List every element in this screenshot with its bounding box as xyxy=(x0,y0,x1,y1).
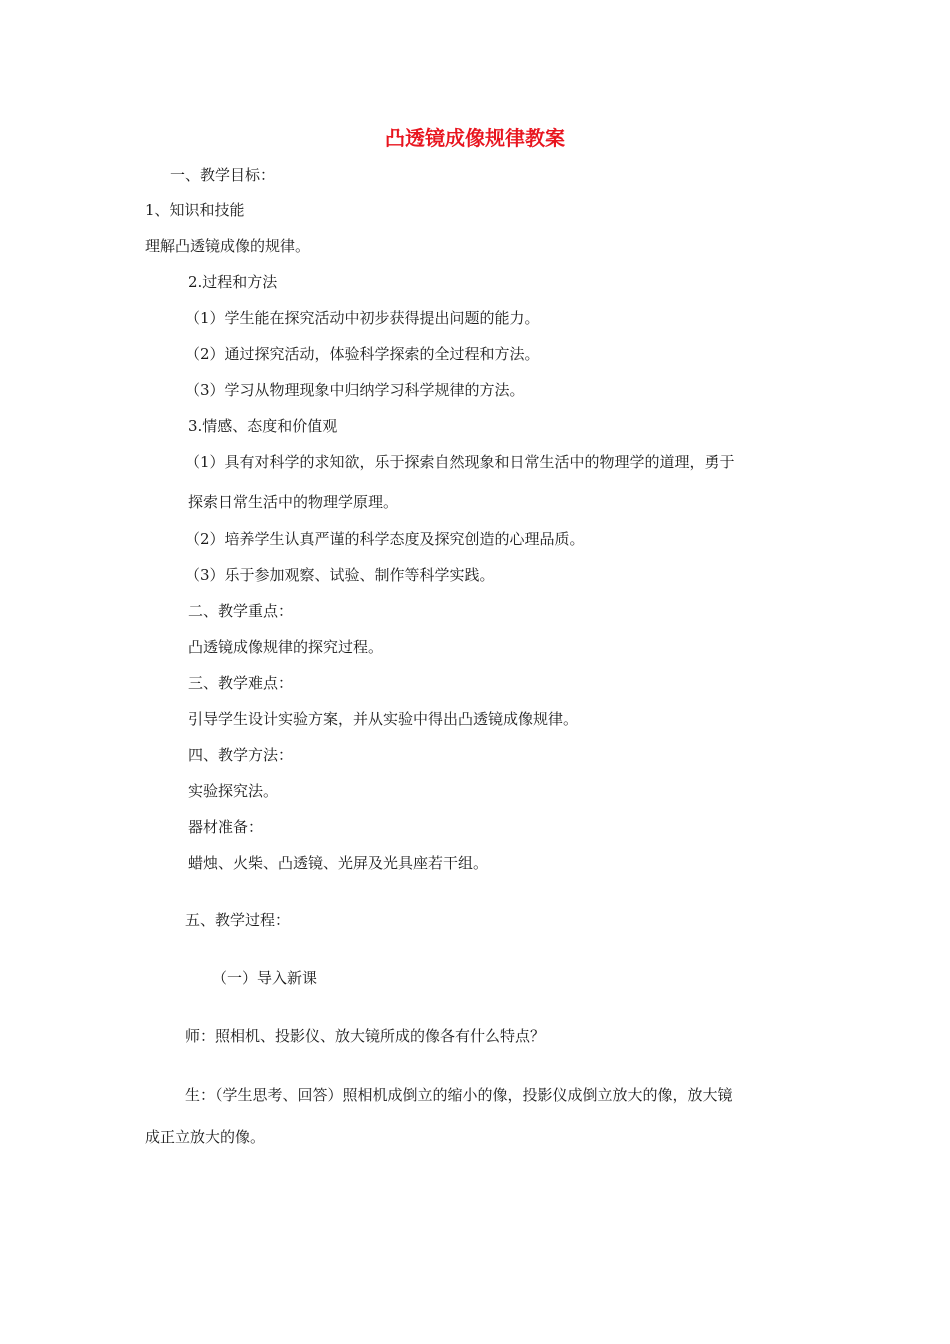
subheading-emotion-values: 3.情感、态度和价值观 xyxy=(188,417,338,435)
subheading-introduction: （一）导入新课 xyxy=(212,969,318,987)
list-item: （2）培养学生认真严谨的科学态度及探究创造的心理品质。 xyxy=(185,530,585,548)
subheading-materials: 器材准备： xyxy=(188,818,264,836)
subheading-knowledge-skills: 1、知识和技能 xyxy=(145,201,245,219)
dialogue-student: 生：（学生思考、回答）照相机成倒立的缩小的像，投影仪成倒立放大的像，放大镜 xyxy=(185,1086,733,1104)
document-title: 凸透镜成像规律教案 xyxy=(385,126,565,150)
list-item: （2）通过探究活动，体验科学探索的全过程和方法。 xyxy=(185,345,540,363)
section-heading-objectives: 一、教学目标： xyxy=(170,166,276,184)
section-heading-key-points: 二、教学重点： xyxy=(188,602,294,620)
paragraph: 引导学生设计实验方案，并从实验中得出凸透镜成像规律。 xyxy=(188,710,579,728)
paragraph: 蜡烛、火柴、凸透镜、光屏及光具座若干组。 xyxy=(188,854,489,872)
section-heading-methods: 四、教学方法： xyxy=(188,746,294,764)
list-item: （1）具有对科学的求知欲，乐于探索自然现象和日常生活中的物理学的道理，勇于 xyxy=(185,453,735,471)
paragraph: 实验探究法。 xyxy=(188,782,279,800)
list-item: （1）学生能在探究活动中初步获得提出问题的能力。 xyxy=(185,309,540,327)
list-item: （3）乐于参加观察、试验、制作等科学实践。 xyxy=(185,566,495,584)
list-item-continuation: 探索日常生活中的物理学原理。 xyxy=(188,493,399,511)
section-heading-process: 五、教学过程： xyxy=(185,911,291,929)
section-heading-difficulties: 三、教学难点： xyxy=(188,674,294,692)
dialogue-teacher: 师：照相机、投影仪、放大镜所成的像各有什么特点？ xyxy=(185,1027,546,1045)
subheading-process-method: 2.过程和方法 xyxy=(188,273,278,291)
paragraph: 理解凸透镜成像的规律。 xyxy=(145,237,311,255)
list-item: （3）学习从物理现象中归纳学习科学规律的方法。 xyxy=(185,381,525,399)
paragraph: 凸透镜成像规律的探究过程。 xyxy=(188,638,384,656)
dialogue-student-continuation: 成正立放大的像。 xyxy=(145,1128,266,1146)
